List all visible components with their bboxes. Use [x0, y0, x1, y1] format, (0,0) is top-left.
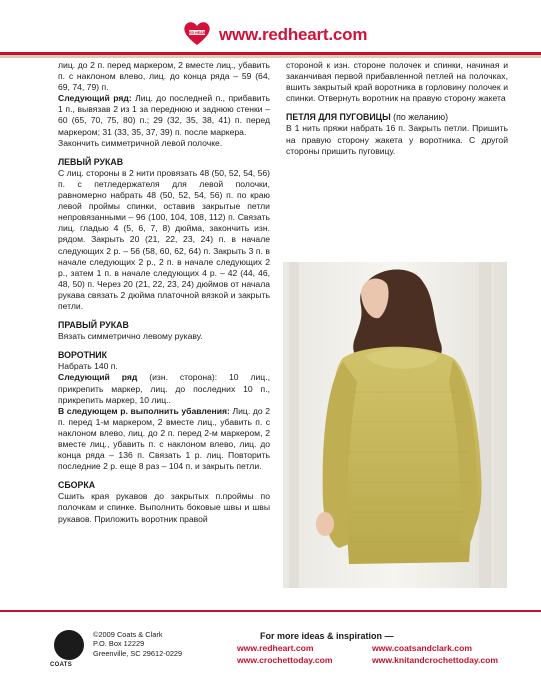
paragraph: С лиц. стороны в 2 нити провязать 48 (50, 52, 54, 56) п. с петледержателя для левой полочки, равномерно набрать 48 (50, 52, 54, 56) п. по краю левой проймы спинки, оставив закрытые петли непровязанными – 96 (100, 104, 108, 112) п. Связать лиц. гладью 4 (5, 6, 7, 8) дюйма, закончить изн. рядом. Закрыть 20 (21, 22, 23, 24) п. в начале следующих 2 р. – 56 (58, 60, 62, 64) п. Закрыть 3 п. в начале следующих 2 р., 2 п. в начале следующих 2 р., затем 1 п. в начале следующих 4 р. – 42 (44, 46, 48, 50) п. Через 20 (21, 22, 23, 24) дюймов от начала рукава связать 2 дюйма платочной вязкой и закрыть петли.	[58, 167, 270, 311]
coats-logo	[54, 630, 84, 660]
page-footer	[0, 610, 541, 700]
loop-title-note: (по желанию)	[390, 112, 449, 123]
model-photo	[283, 262, 507, 588]
row-label: В следующем р. выполнить убавления:	[58, 405, 230, 416]
row-label: Следующий ряд:	[58, 93, 132, 104]
row-label: Следующий ряд	[58, 372, 138, 383]
link-coatsandclark[interactable]: www.coatsandclark.com	[372, 643, 472, 653]
paragraph: Набрать 140 п.	[58, 361, 118, 372]
section-title-right-sleeve: ПРАВЫЙ РУКАВ	[58, 320, 129, 331]
city: Greenville, SC 29612-0229	[93, 648, 183, 658]
left-column	[58, 60, 270, 525]
svg-text:RED HEART: RED HEART	[186, 31, 208, 35]
more-ideas-label: For more ideas & inspiration —	[260, 631, 394, 641]
link-crochettoday[interactable]: www.crochettoday.com	[237, 655, 333, 665]
right-column	[286, 60, 508, 157]
paragraph: Вязать симметрично левому рукаву.	[58, 331, 203, 342]
row-text: (изн. сторона): 10 лиц., прикрепить маркер, лиц. до последних 10 п., прикрепить маркер, 10 лиц..	[58, 372, 271, 405]
paragraph: лиц. до 2 п. перед маркером, 2 вместе лиц., убавить п. с наклоном влево, лиц. до конца ряда – 59 (64, 69, 74, 79) п.	[58, 60, 270, 93]
paragraph	[58, 406, 270, 473]
loop-title: ПЕТЛЯ ДЛЯ ПУГОВИЦЫ	[286, 112, 391, 123]
page-header	[0, 0, 541, 58]
paragraph	[58, 93, 270, 137]
section-title-left-sleeve: ЛЕВЫЙ РУКАВ	[58, 156, 124, 167]
link-knitandcrochettoday[interactable]: www.knitandcrochettoday.com	[372, 655, 499, 665]
section-title-assembly: СБОРКА	[58, 480, 96, 491]
copyright: ©2009 Coats & Clark	[93, 630, 163, 639]
link-redheart[interactable]: www.redheart.com	[237, 643, 314, 653]
paragraph: Сшить края рукавов до закрытых п.проймы по полочкам и спинке. Выполнить боковые швы и швы рукавов. Приложить воротник правой	[58, 491, 270, 524]
footer-rule	[0, 610, 541, 612]
paragraph	[58, 372, 270, 405]
section-title-collar: ВОРОТНИК	[58, 350, 107, 361]
row-text: Лиц. до последней п., прибавить 1 п., вывязав 2 из 1 за переднюю и заднюю стенки – 60 (65, 70, 75, 80) п.; 29 (32, 35, 38, 41) п. перед маркером; 31 (33, 35, 37, 39) п. после маркера.	[58, 93, 270, 137]
paragraph: В 1 нить пряжи набрать 16 п. Закрыть петли. Пришить на правую сторону жакета у воротника. С другой стороны пришить пуговицу.	[286, 123, 508, 156]
company-address	[93, 630, 182, 658]
section-title-button-loop	[286, 112, 508, 123]
header-rule-tan	[0, 55, 541, 58]
paragraph: стороной к изн. стороне полочек и спинки, начиная и заканчивая первой прибавленной петлей на полочках, вшить закрытый край воротника в горловину полочек и спинки. Отвернуть воротник на правую сторону жакета	[286, 60, 508, 104]
row-text: Лиц. до 2 п. перед 1-м маркером, 2 вместе лиц., убавить п. с наклоном влево, лиц. до 2 п. перед 2-м маркером, 2 вместе лиц., убавить п. с наклоном влево, лиц. до конца ряда – 136 п. Связать 1 р. лиц. Повторить последние 2 р. еще 8 раз – 104 п. и закрыть петли.	[58, 405, 270, 472]
coats-logo-text: COATS	[50, 662, 73, 668]
site-url[interactable]: www.redheart.com	[219, 25, 368, 44]
paragraph: Закончить симметричной левой полочке.	[58, 137, 223, 148]
red-heart-logo	[183, 20, 211, 46]
po-box: P.O. Box 12229	[93, 639, 145, 649]
